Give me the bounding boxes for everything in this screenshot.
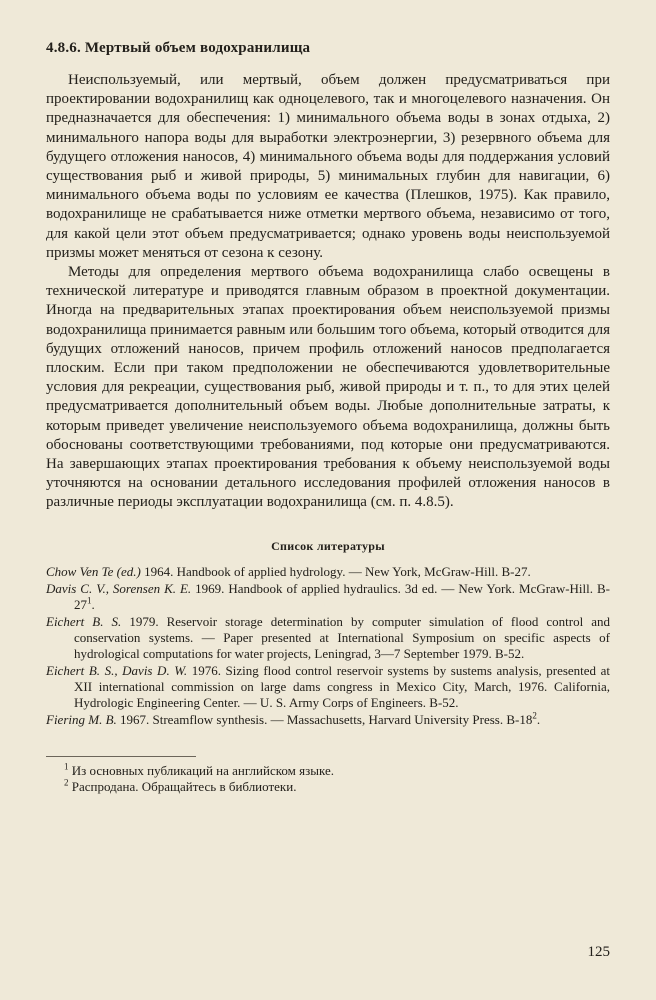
- reference-text: 1979. Reservoir storage determination by computer simulation of flood control and conservation systems. — Paper presented at International Symposium on specific aspects of hydrological computations for water projects, Leningrad, 3—7 September 1979. B-52.: [74, 613, 610, 661]
- references-list: [46, 564, 610, 728]
- footnote-text: Из основных публикаций на английском языке.: [68, 762, 334, 778]
- reference-author: Davis C. V., Sorensen K. E.: [46, 580, 192, 596]
- footnote: [46, 779, 610, 795]
- reference-text: 1969. Handbook of applied hydraulics. 3d ed. — New York. McGraw-Hill. B-27: [74, 580, 610, 612]
- footnote-text: Распродана. Обращайтесь в библиотеки.: [68, 778, 297, 794]
- footnote: [46, 763, 610, 779]
- references-title: Список литературы: [271, 538, 385, 553]
- paragraph: Неиспользуемый, или мертвый, объем должен предусматриваться при проектировании водохранилищ как одноцелевого, так и многоцелевого назначения. Он предназначается для обеспечения: 1) минимального объема воды в зонах отдыха, 2) минимального напора воды для выработки электроэнергии, 3) резервного объема для будущего отложения наносов, 4) минимального объема воды для поддержания условий существования рыб и живой природы, 5) минимальных глубин для навигации, 6) минимального объема воды по условиям ее качества (Плешков, 1975). Как правило, водохранилище не срабатывается ниже отметки мертвого объема, независимо от того, для какой цели этот объем предусматривается; однако уровень воды неиспользуемой призмы может меняться от сезона к сезону.: [46, 72, 610, 261]
- reference-item: [46, 663, 610, 711]
- reference-text: 1976. Sizing flood control reservoir systems by sustems analysis, presented at XII international commission on large dams congress in Mexico City, March, 1976. California, Hydrologic Engineering Center. — U. S. Army Corps of Engineers. B-52.: [74, 662, 610, 710]
- section-title: 4.8.6. Мертвый объем водохранилища: [46, 40, 311, 56]
- body-text: [46, 71, 610, 513]
- footnote-divider: [46, 756, 196, 757]
- reference-item: [46, 564, 610, 580]
- reference-author: Fiering M. B.: [46, 711, 117, 727]
- page-number: 125: [587, 944, 610, 960]
- reference-text: 1967. Streamflow synthesis. — Massachusetts, Harvard University Press. B-18: [116, 711, 533, 727]
- reference-item: [46, 614, 610, 662]
- footnote-marker: 2: [532, 710, 537, 721]
- footnote-mark: 1: [64, 761, 69, 772]
- reference-author: Chow Ven Te (ed.): [46, 563, 141, 579]
- reference-author: Eichert B. S., Davis D. W.: [46, 662, 188, 678]
- footnotes: [46, 763, 610, 795]
- reference-item: Fiering M. B. 1967. Streamflow synthesis. — Massachusetts, Harvard University Press. $B-18^2$.: [46, 710, 541, 727]
- paragraph: Методы для определения мертвого объема водохранилища слабо освещены в технической литературе и приводятся главным образом в проектной документации. Иногда на предварительных этапах проектирования объем неиспользуемой призмы водохранилища принимается равным или большим того объема, который отводится для будущих отложений наносов, причем профиль отложений наносов предполагается плоским. Если при таком предположении не обеспечиваются удовлетворительные условия для рекреации, существования рыб, живой природы и т. п., то для этих целей предусматривается дополнительный объем воды. Любые дополнительные затраты, к которым приведет увеличение неиспользуемого объема водохранилища, должны быть обоснованы соответствующими требованиями, под которые они предусматриваются. На завершающих этапах проектирования требования к объему неиспользуемой воды уточняются на основании детального исследования профилей отложения наносов в различные периоды эксплуатации водохранилища (см. п. 4.8.5).: [46, 264, 610, 511]
- reference-author: Eichert B. S.: [46, 613, 122, 629]
- footnote-marker: 1: [87, 595, 92, 606]
- footnote-mark: 2: [64, 777, 69, 788]
- reference-text: 1964. Handbook of applied hydrology. — New York, McGraw-Hill. B-27.: [140, 563, 531, 579]
- reference-item: Davis C. V., Sorensen K. E. 1969. Handbook of applied hydraulics. 3d ed. — New York. McGraw-Hill. $B-27^1$.: [46, 580, 610, 612]
